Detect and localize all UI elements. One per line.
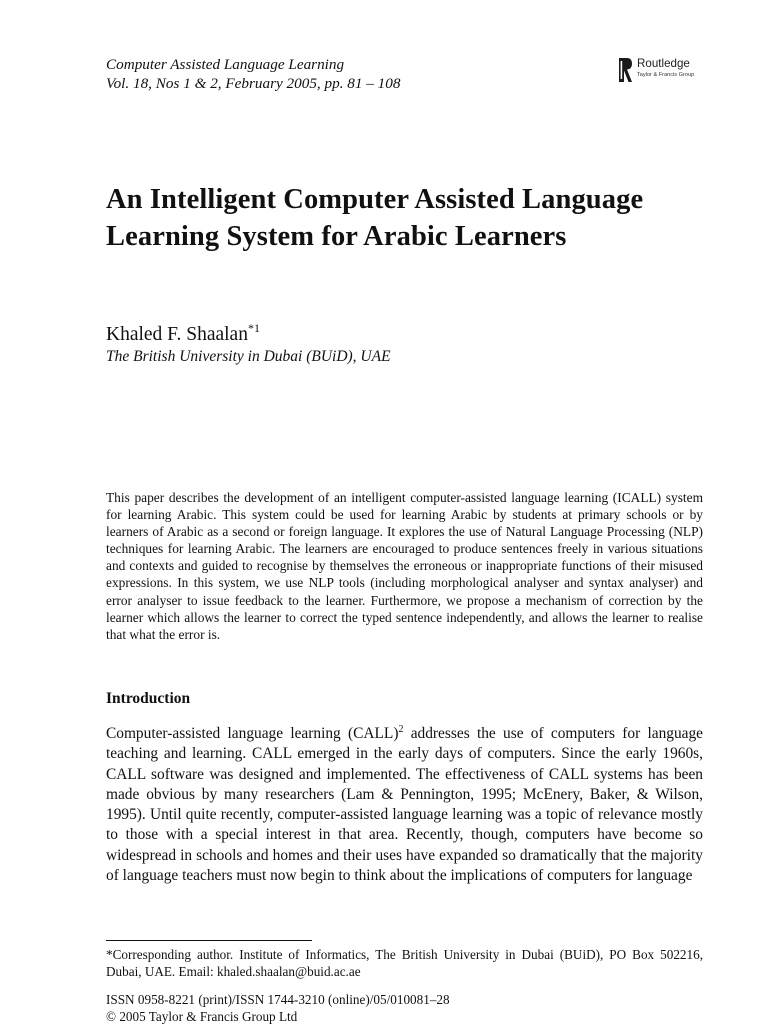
- footnote-reference: 2: [398, 724, 404, 735]
- journal-info: [106, 55, 703, 93]
- intro-text-start: Computer-assisted language learning (CALL): [106, 725, 399, 742]
- routledge-r-logo-icon: [619, 57, 633, 83]
- author-name: Khaled F. Shaalan: [106, 324, 248, 345]
- journal-citation: Vol. 18, Nos 1 & 2, February 2005, pp. 81 – 108: [106, 75, 401, 92]
- publisher-group: Taylor & Francis Group: [637, 72, 695, 78]
- article-title: An Intelligent Computer Assisted Language Learning System for Arabic Learners: [106, 184, 644, 252]
- intro-text-rest: addresses the use of computers for language teaching and learning. CALL emerged in the early days of computers. Since the early 1960s, CALL software was designed and implemented. The effectiveness of CALL systems has been made obvious by many researchers (Lam & Pennington, 1995; McEnery, Baker, & Wilson, 1995). Until quite recently, computer-assisted language learning was a topic of relevance mostly to those with a special interest in that area. Recently, though, computers have become so widespread in schools and homes and their uses have expanded so dramatically that the majority of language teachers must now begin to think about the implications of computers for language: [106, 725, 704, 885]
- abstract: This paper describes the development of an intelligent computer-assisted language learning (ICALL) system for learning Arabic. This system could be used for learning Arabic by students at primary schools or by learners of Arabic as a second or foreign language. It explores the use of Natural Language Processing (NLP) techniques for learning Arabic. The learners are encouraged to produce sentences freely in various situations and contexts and guided to recognise by themselves the erroneous or inappropriate functions of their misused expressions. In this system, we use NLP tools (including morphological analyser and syntax analyser) and error analyser to issue feedback to the learner. Furthermore, we propose a mechanism of correction by the learner which allows the learner to correct the typed sentence independently, and allows the learner to realise that what the error is.: [106, 490, 703, 642]
- copyright-line: © 2005 Taylor & Francis Group Ltd: [106, 1009, 298, 1024]
- publisher-name: Routledge: [637, 57, 690, 70]
- footnote-divider: [106, 940, 312, 941]
- author-mark: *1: [247, 321, 260, 335]
- author-line: [106, 315, 260, 348]
- corresponding-author-footnote: *Corresponding author. Institute of Informatics, The British University in Dubai (BUiD), PO Box 502216, Dubai, UAE. Email: khaled.shaalan@buid.ac.ae: [106, 947, 703, 979]
- issn-line: ISSN 0958-8221 (print)/ISSN 1744-3210 (online)/05/010081–28: [106, 992, 450, 1007]
- introduction-paragraph: [106, 720, 703, 886]
- journal-name: Computer Assisted Language Learning: [106, 56, 345, 73]
- section-heading-introduction: Introduction: [106, 690, 191, 707]
- journal-header: [106, 55, 703, 97]
- author-affiliation: The British University in Dubai (BUiD), UAE: [106, 348, 391, 365]
- paper-page: [106, 0, 703, 1024]
- publisher-logo: [619, 57, 703, 85]
